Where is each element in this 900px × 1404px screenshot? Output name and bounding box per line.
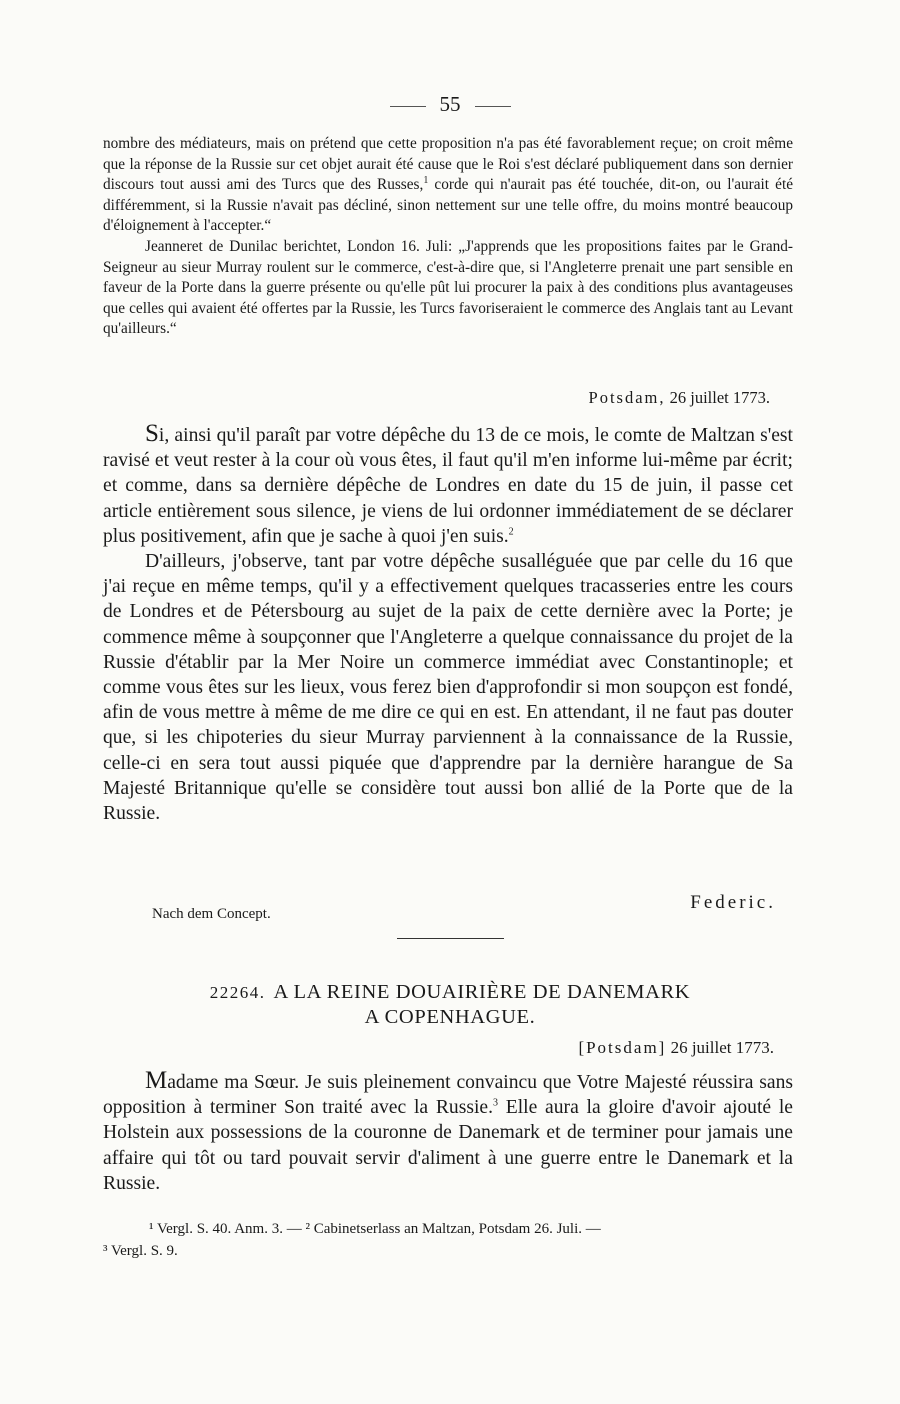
dropcap: S xyxy=(145,420,159,447)
letter1-body xyxy=(103,421,793,826)
footnote-line-1: ¹ Vergl. S. 40. Anm. 3. — ² Cabinetserlass an Maltzan, Potsdam 26. Juli. — xyxy=(149,1221,601,1237)
letter2-paragraph xyxy=(103,1068,793,1196)
page-number-rule-right xyxy=(475,106,511,107)
footnote-ref: 3 xyxy=(493,1097,498,1109)
page-number-line xyxy=(0,92,900,117)
letter1-dateline xyxy=(589,388,770,408)
letter2-heading xyxy=(0,980,900,1029)
heading-title-2: A COPENHAGUE. xyxy=(364,1006,536,1028)
letter1-paragraph-1 xyxy=(103,421,793,549)
quoted-report xyxy=(103,134,793,340)
footnote-line-2: ³ Vergl. S. 9. xyxy=(103,1243,178,1259)
quote-text: nombre des médiateurs, mais on prétend que cette proposition n'a pas été favorablement reçue; on croit même que la réponse de la Russie sur cet objet aurait été cause que le Roi s'est déclaré publiquement dans son dernier discours tout aussi ami des Turcs que des Russes, xyxy=(103,135,793,194)
footnotes xyxy=(103,1218,793,1262)
dateline-place: Potsdam, xyxy=(588,388,666,407)
heading-line-1 xyxy=(0,980,900,1005)
letter-text: Elle aura la gloire d'avoir ajouté le Holstein aux possessions de la couronne de Danemark et de terminer pour jamais une affaire qui tôt ou tard pouvait servir d'aliment à une guerre entre le Danemark et la Russie. xyxy=(103,1097,793,1194)
footnote-ref: 2 xyxy=(508,526,514,538)
letter2-body xyxy=(103,1068,793,1196)
quote-paragraph-1 xyxy=(103,134,793,237)
quote-paragraph-2: Jeanneret de Dunilac berichtet, London 16. Juli: „J'apprends que les propositions faites par le Grand-Seigneur au sieur Murray roulent sur le commerce, c'est-à-dire que, si l'Angleterre prenait une part sensible en faveur de la Porte dans la guerre présente ou qu'elle pût lui procurer la paix à des conditions plus avantageuses que celles qui avaient été offertes par la Russie, les Turcs favoriseraient le commerce des Anglais tant au Levant qu'ailleurs.“ xyxy=(103,237,793,338)
signature: Federic. xyxy=(690,892,776,913)
letter-text: adame ma Sœur. Je suis pleinement convaincu que Votre Majesté réussira sans opposition à terminer Son traité avec la Russie. xyxy=(103,1072,793,1119)
letter-number: 22264. xyxy=(209,983,266,1002)
page-number-rule-left xyxy=(390,106,426,107)
dateline-place: [Potsdam] xyxy=(578,1038,667,1057)
page-number: 55 xyxy=(439,92,461,116)
dropcap: M xyxy=(145,1067,168,1094)
dateline-date: 26 juillet 1773. xyxy=(669,388,770,407)
heading-title-1: A LA REINE DOUAIRIÈRE DE DANEMARK xyxy=(273,981,691,1003)
footnote-ref: 1 xyxy=(423,175,429,187)
quote-text: corde qui n'aurait pas été touchée, dit-on, ou l'aurait été différemment, si la Russie n'avait pas décliné, sinon nettement sur une telle offre, du moins montré beaucoup d'éloignement à l'accepter.“ xyxy=(103,176,793,235)
dateline-date: 26 juillet 1773. xyxy=(670,1038,774,1057)
letter-text: i, ainsi qu'il paraît par votre dépêche du 13 de ce mois, le comte de Maltzan s'est ravisé et veut rester à la cour où vous êtes, il faut qu'il m'en informe lui-même par écrit; et comme, dans sa dernière dépêche de Londres en date du 15 de juin, il passe cet article entièrement sous silence, je viens de lui ordonner immédiatement de se déclarer plus positivement, afin que je sache à quoi j'en suis. xyxy=(103,425,793,547)
source-note: Nach dem Concept. xyxy=(152,906,271,922)
letter2-dateline xyxy=(578,1038,774,1058)
letter1-paragraph-2: D'ailleurs, j'observe, tant par votre dépêche susalléguée que par celle du 16 que j'ai reçue en même temps, qu'il y a effectivement quelques tracasseries entre les cours de Londres et de Pétersbourg au sujet de la paix de cette dernière avec la Porte; je commence même à soupçonner que l'Angleterre a quelque connaissance du projet de la Russie d'établir par la Mer Noire un commerce immédiat avec Constantinople; et comme vous êtes sur les lieux, vous ferez bien d'approfondir si mon soupçon est fondé, afin de vous mettre à même de me dire ce qui en est. En attendant, il ne faut pas douter que, si les chipoteries du sieur Murray parviennent à la connaissance de la Russie, celle-ci en sera tout aussi piquée que d'apprendre par la dernière harangue de Sa Majesté Britannique qu'elle se considère tout aussi bon allié de la Porte que de la Russie. xyxy=(103,551,793,825)
section-separator xyxy=(397,938,504,939)
